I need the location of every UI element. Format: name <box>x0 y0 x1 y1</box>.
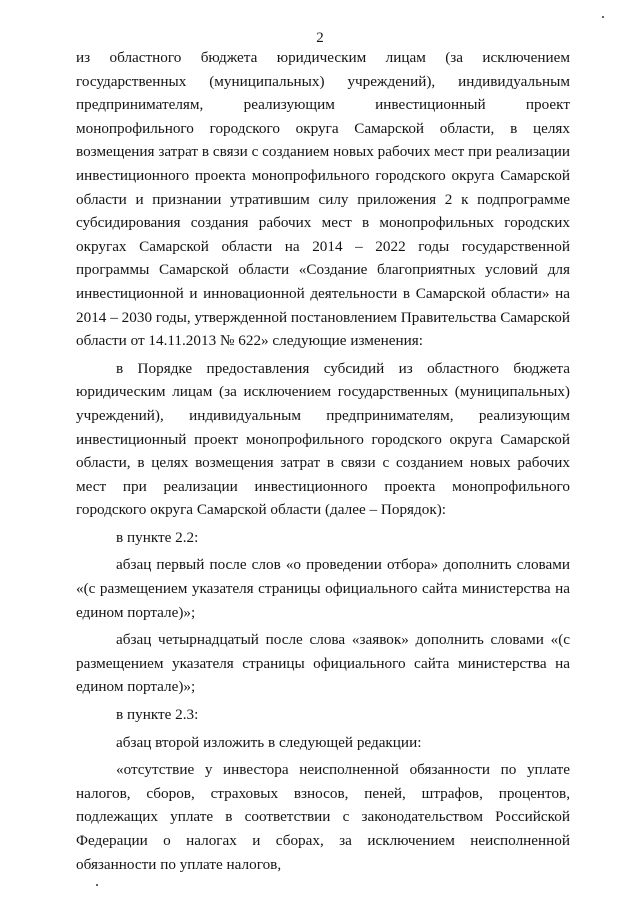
scan-speck <box>602 16 604 18</box>
paragraph-new-wording: «отсутствие у инвестора неисполненной обязанности по уплате налогов, сборов, страховых взносов, пеней, штрафов, процентов, подлежащих уплате в соответствии с законодательством Российской Федерации о налогах и сборах, за исключением неисполненной обязанности по уплате налогов, <box>76 761 570 873</box>
scan-speck <box>96 884 98 886</box>
paragraph-first-abzac: абзац первый после слов «о проведении отбора» дополнить словами «(с размещением указателя страницы официального сайта министерства на едином портале)»; <box>76 556 570 621</box>
paragraph-second-abzac: абзац второй изложить в следующей редакции: <box>116 733 422 751</box>
paragraph-continuation: из областного бюджета юридическим лицам (за исключением государственных (муниципальных) учреждений), индивидуальным предпринимателям, реализующим инвестиционный проект монопрофильного городского округа Самарской области, в целях возмещения затрат в связи с созданием новых рабочих мест при реализации инвестиционного проекта монопрофильного городского округа Самарской области и признании утратившим силу приложения 2 к подпрограмме субсидирования создания рабочих мест в монопрофильных городских округах Самарской области на 2014 – 2022 годы государственной программы Самарской области «Создание благоприятных условий для инвестиционной и инновационной деятельности в Самарской области» на 2014 – 2030 годы, утвержденной постановлением Правительства Самарской области от 14.11.2013 № 622» следующие изменения: <box>76 49 570 350</box>
paragraph-fourteenth-abzac: абзац четырнадцатый после слова «заявок» дополнить словами «(с размещением указателя страницы официального сайта министерства на едином портале)»; <box>76 631 570 696</box>
paragraph-procedure-amendment: в Порядке предоставления субсидий из областного бюджета юридическим лицам (за исключением государственных (муниципальных) учреждений), индивидуальным предпринимателям, реализующим инвестиционный проект монопрофильного городского округа Самарской области, в целях возмещения затрат в связи с созданием новых рабочих мест при реализации инвестиционного проекта монопрофильного городского округа Самарской области (далее – Порядок): <box>76 359 570 519</box>
document-body <box>76 46 570 876</box>
paragraph-clause-2-3: в пункте 2.3: <box>116 706 199 724</box>
paragraph-clause-2-2: в пункте 2.2: <box>116 528 199 546</box>
page-number: 2 <box>316 30 324 46</box>
